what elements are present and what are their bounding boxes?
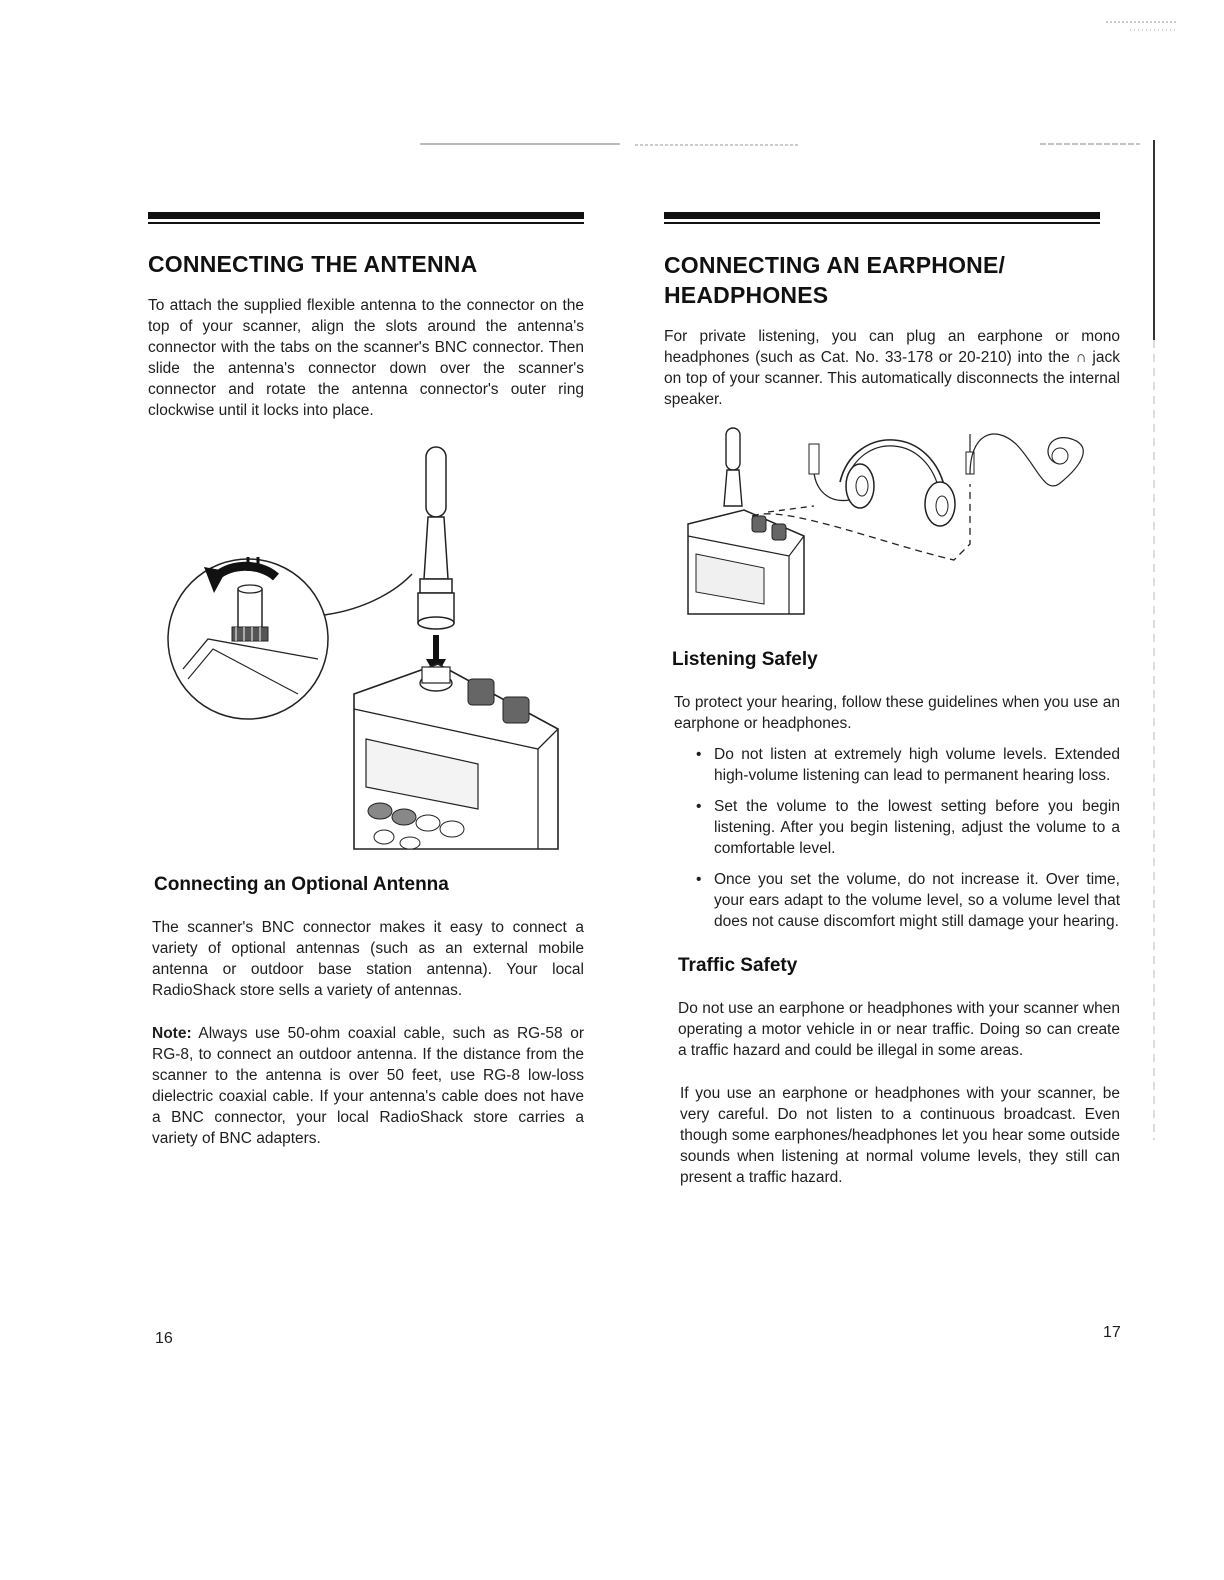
note-paragraph — [152, 1023, 584, 1149]
earphone-section-title — [664, 250, 1120, 310]
listening-intro-text: To protect your hearing, follow these guidelines when you use an earphone or headphones. — [674, 694, 1120, 732]
antenna-intro-text: To attach the supplied flexible antenna to the connector on the top of your scanner, align the slots around the antenna's connector with the tabs on the scanner's BNC connector. Then slide the antenna's connector down over the scanner's connector and rotate the antenna connector's outer ring clockwise until it locks into place. — [148, 297, 584, 419]
scan-binding-edge — [1148, 140, 1160, 1140]
optional-antenna-text: The scanner's BNC connector makes it easy to connect a variety of optional antennas (such as an external mobile antenna or outdoor base station antenna). Your local RadioShack store sells a variety of antennas. — [152, 919, 584, 999]
earphone-intro-text — [664, 326, 1120, 410]
optional-antenna-title: Connecting an Optional Antenna — [154, 874, 449, 895]
right-page — [664, 212, 1120, 1188]
page-number-left: 16 — [155, 1330, 173, 1347]
antenna-diagram-svg — [148, 439, 584, 859]
traffic-safety-text-2: If you use an earphone or headphones with your scanner, be very careful. Do not listen to a continuous broadcast. Even though some earphones/headphones let you hear some outside sounds when listening at normal volume levels, they still can present a traffic hazard. — [680, 1085, 1120, 1186]
header-rule-right — [664, 212, 1120, 224]
header-rule-left — [148, 212, 584, 224]
list-item: • Set the volume to the lowest setting before you begin listening. After you begin listening, adjust the volume to a comfortable level. — [696, 798, 1120, 857]
traffic-safety-text: Do not use an earphone or headphones with your scanner when operating a motor vehicle in or near traffic. Doing so can create a traffic hazard and could be illegal in some areas. — [678, 1000, 1120, 1059]
left-page — [148, 212, 584, 1149]
list-item: • Do not listen at extremely high volume levels. Extended high-volume listening can lead to permanent hearing loss. — [696, 746, 1120, 784]
bullet-icon: • — [696, 746, 702, 763]
listening-safely-title: Listening Safely — [672, 649, 818, 670]
page-number-right: 17 — [1103, 1324, 1121, 1341]
note-text: Always use 50-ohm coaxial cable, such as RG-58 or RG-8, to connect an outdoor antenna. If the distance from the scanner to the antenna is over 50 feet, use RG-8 low-loss dielectric coaxial cable. If your antenna's cable does not have a BNC connector, your local RadioShack store carries a variety of BNC adapters. — [152, 1025, 584, 1147]
listening-guidelines-list — [668, 744, 1120, 932]
bullet-icon: • — [696, 798, 702, 815]
list-item: • Once you set the volume, do not increase it. Over time, your ears adapt to the volume level, so a volume level that does not cause discomfort might still damage your hearing. — [696, 871, 1120, 930]
antenna-section-title: CONNECTING THE ANTENNA — [148, 251, 478, 277]
earphone-title-line1: CONNECTING AN EARPHONE/ — [664, 252, 1006, 278]
note-label: Note: — [152, 1025, 192, 1042]
earphone-title-line2: HEADPHONES — [664, 282, 829, 308]
bullet-icon: • — [696, 871, 702, 888]
earphone-intro-part2: jack on top of your scanner. This automatically disconnects the internal speaker. — [664, 349, 1120, 408]
headphones-diagram-svg — [664, 424, 1104, 620]
scan-artifact-top — [380, 136, 1140, 150]
headphones-illustration — [664, 424, 1120, 620]
antenna-illustration — [148, 439, 584, 859]
earphone-intro-part1: For private listening, you can plug an earphone or mono headphones (such as Cat. No. 33-178 or 20-210) into the — [664, 328, 1120, 366]
traffic-safety-title: Traffic Safety — [678, 955, 798, 976]
scan-artifact-corner — [1100, 18, 1180, 38]
headphone-jack-icon: ∩ — [1075, 349, 1087, 366]
